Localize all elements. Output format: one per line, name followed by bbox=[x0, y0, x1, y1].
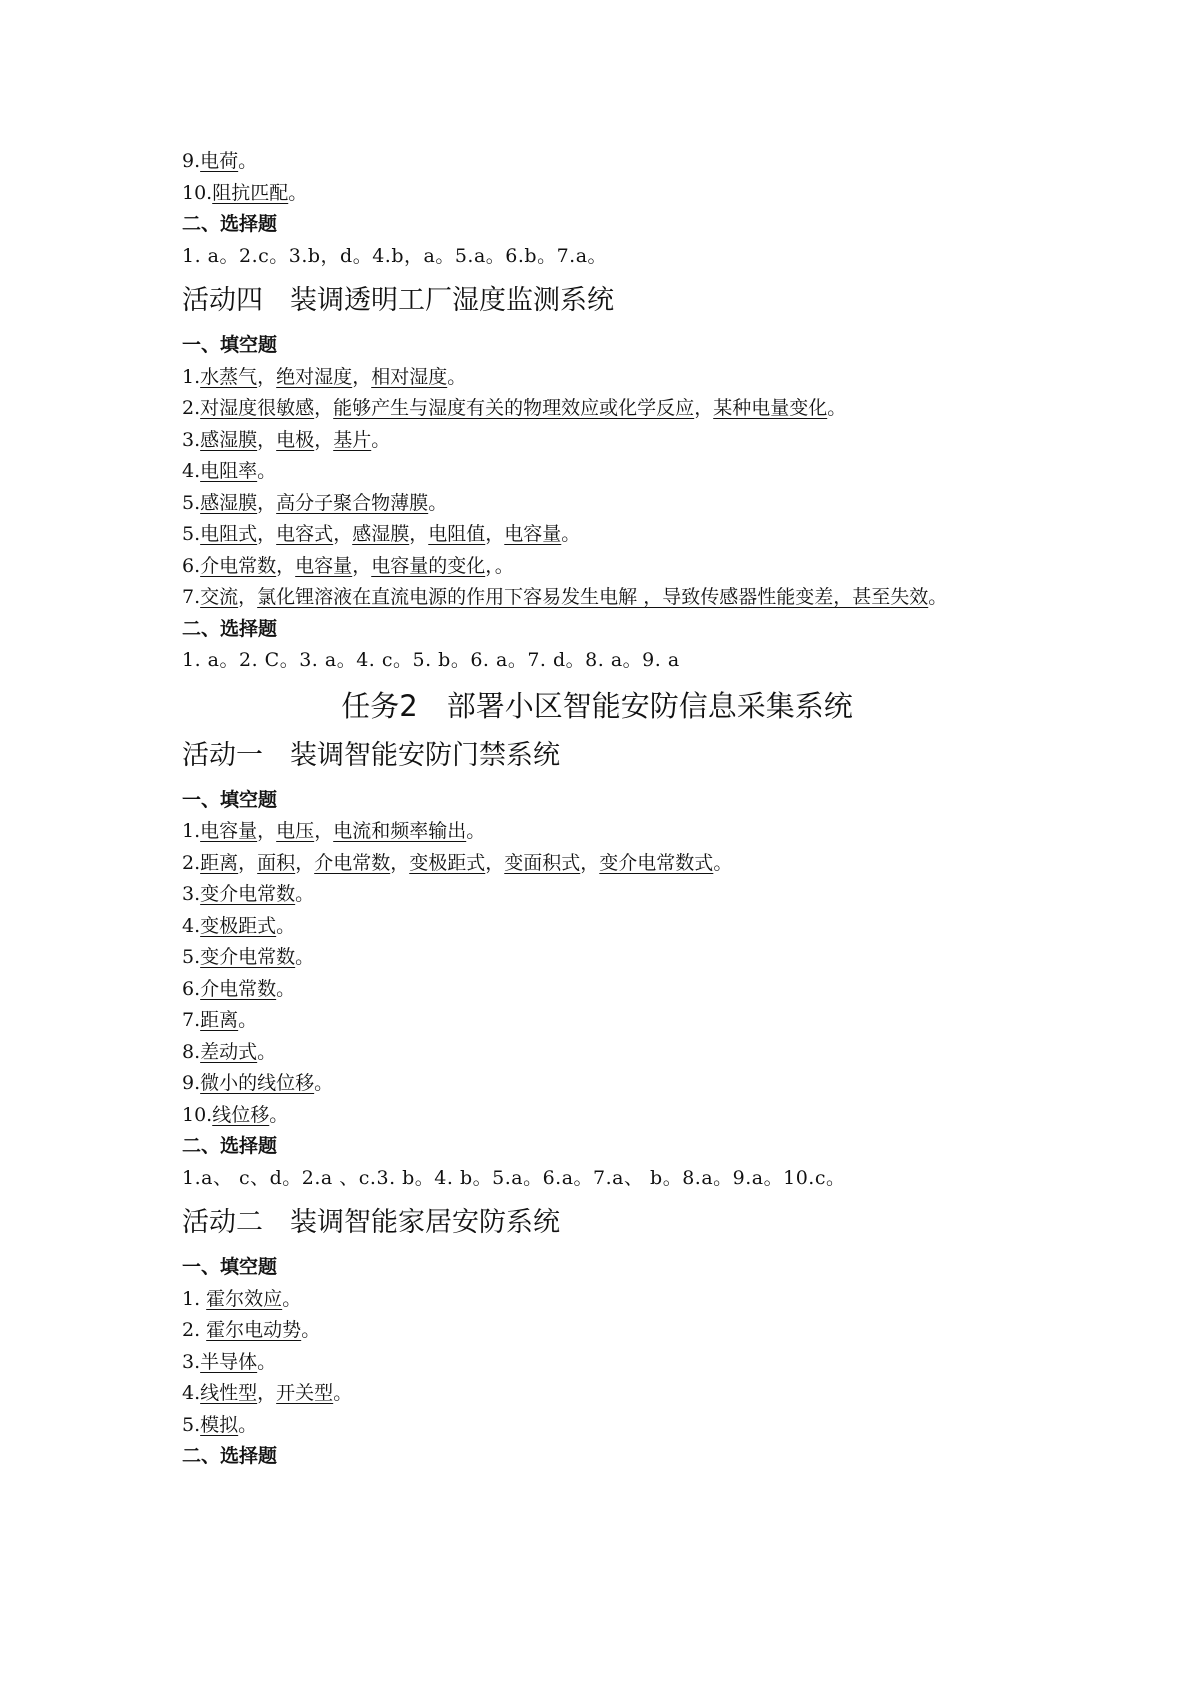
answer-text: 。 bbox=[928, 586, 948, 608]
answer-text: 3. bbox=[182, 428, 201, 451]
answer-blank: 阻抗匹配 bbox=[212, 181, 289, 204]
answer-blank: 线性型 bbox=[200, 1382, 258, 1404]
answer-text: 。 bbox=[238, 150, 258, 172]
answer-text: 。 bbox=[371, 428, 391, 451]
answer-text: ， bbox=[238, 851, 258, 874]
answer-line bbox=[182, 1378, 1012, 1410]
answer-blank: 某种电量变化 bbox=[713, 397, 828, 419]
answer-text: 10. bbox=[182, 1103, 213, 1126]
answer-line bbox=[182, 911, 1012, 943]
answer-blank: 相对湿度 bbox=[371, 365, 448, 388]
answer-text: 。 bbox=[269, 1103, 289, 1126]
answer-text: ， bbox=[314, 428, 334, 451]
answer-blank: 距离 bbox=[200, 851, 239, 874]
answer-text: 5. bbox=[182, 523, 201, 545]
answer-blank: 距离 bbox=[200, 1009, 239, 1031]
activity-heading: 活动一 装调智能安防门禁系统 bbox=[182, 739, 560, 771]
answer-blank: 变面积式 bbox=[504, 851, 581, 874]
answer-blank: 霍尔效应 bbox=[206, 1287, 283, 1310]
answer-line bbox=[182, 1347, 1012, 1379]
answer-blank: 介电常数 bbox=[200, 977, 277, 1000]
choice-heading: 二、选择题 bbox=[182, 1135, 278, 1157]
answer-text: ， bbox=[580, 851, 600, 874]
answer-text: ， bbox=[352, 365, 372, 388]
answer-blank: 电阻值 bbox=[428, 523, 486, 545]
answer-line bbox=[182, 488, 1012, 520]
answer-blank: 霍尔电动势 bbox=[206, 1319, 302, 1341]
answer-text: 。 bbox=[295, 883, 315, 905]
fill-list-activity1 bbox=[182, 816, 1012, 1131]
answer-blank: 交流 bbox=[200, 586, 239, 608]
answer-blank: 差动式 bbox=[200, 1040, 258, 1063]
answer-text: 。 bbox=[288, 181, 308, 204]
fill-heading: 一、填空题 bbox=[182, 1256, 278, 1278]
answer-text: ， bbox=[352, 554, 372, 577]
task-heading: 任务2 部署小区智能安防信息采集系统 bbox=[341, 688, 853, 723]
answer-blank: 电容量的变化 bbox=[371, 554, 486, 577]
answer-text: 6. bbox=[182, 554, 201, 577]
answer-text: 。 bbox=[827, 397, 847, 419]
answer-line bbox=[182, 178, 1012, 210]
answer-text: 。 bbox=[257, 460, 277, 482]
answer-text: 。 bbox=[561, 523, 581, 545]
answer-line bbox=[182, 456, 1012, 488]
answer-blank: 电阻式 bbox=[200, 523, 258, 545]
answer-blank: 对湿度很敏感 bbox=[200, 397, 315, 419]
answer-blank: 高分子聚合物薄膜 bbox=[276, 491, 429, 514]
answer-text: ， bbox=[694, 397, 714, 419]
answer-text: ， bbox=[390, 851, 410, 874]
answer-text: 4. bbox=[182, 460, 201, 482]
answer-text: 。 bbox=[276, 977, 296, 1000]
choice-heading: 二、选择题 bbox=[182, 1445, 278, 1467]
answer-text: 。 bbox=[301, 1319, 321, 1341]
answer-text: 。 bbox=[238, 1413, 258, 1436]
answer-line bbox=[182, 816, 1012, 848]
answer-blank: 变极距式 bbox=[409, 851, 486, 874]
answer-line bbox=[182, 974, 1012, 1006]
answer-text: 。 bbox=[295, 946, 315, 968]
answer-blank: 变介电常数式 bbox=[599, 851, 714, 874]
answer-text: ， bbox=[257, 491, 277, 514]
answer-blank: 线位移 bbox=[212, 1103, 270, 1126]
answer-blank: 电压 bbox=[276, 820, 315, 842]
answer-blank: 微小的线位移 bbox=[200, 1072, 315, 1094]
answer-text: 。 bbox=[428, 491, 448, 514]
answer-text: ， bbox=[333, 523, 353, 545]
fill-list-previous bbox=[182, 146, 1012, 209]
answer-blank: 介电常数 bbox=[314, 851, 391, 874]
answer-text: 9. bbox=[182, 1072, 201, 1094]
answer-text: 9. bbox=[182, 150, 201, 172]
answer-text: 。 bbox=[276, 914, 296, 937]
answer-text: 10. bbox=[182, 181, 213, 204]
answer-line bbox=[182, 1410, 1012, 1442]
answer-text: ， bbox=[238, 586, 258, 608]
answer-blank: 面积 bbox=[257, 851, 296, 874]
answer-line bbox=[182, 1284, 1012, 1316]
answer-line bbox=[182, 393, 1012, 425]
answer-text: 。 bbox=[282, 1287, 302, 1310]
answer-text: 2. bbox=[182, 851, 201, 874]
answer-text: ， bbox=[257, 428, 277, 451]
answer-text: ， bbox=[276, 554, 296, 577]
answer-line bbox=[182, 1068, 1012, 1100]
answer-blank: 能够产生与湿度有关的物理效应或化学反应 bbox=[333, 397, 695, 419]
choice-answers: 1. a。2. C。3. a。4. c。5. b。6. a。7. d。8. a。9. a bbox=[182, 649, 680, 671]
answer-line bbox=[182, 1005, 1012, 1037]
answer-text: 1. bbox=[182, 365, 201, 388]
answer-text: 4. bbox=[182, 914, 201, 937]
answer-text: 。 bbox=[466, 820, 486, 842]
answer-line bbox=[182, 551, 1012, 583]
answer-text: ， bbox=[295, 851, 315, 874]
answer-text: ， bbox=[257, 820, 277, 842]
answer-blank: 变介电常数 bbox=[200, 883, 296, 905]
answer-text: 。 bbox=[447, 365, 467, 388]
answer-blank: 电容量 bbox=[200, 820, 258, 842]
answer-text: 4. bbox=[182, 1382, 201, 1404]
answer-blank: 感湿膜 bbox=[200, 428, 258, 451]
answer-blank: 感湿膜 bbox=[352, 523, 410, 545]
answer-blank: 氯化锂溶液在直流电源的作用下容易发生电解 ，导致传感器性能变差，甚至失效 bbox=[257, 586, 929, 608]
answer-text: 2. bbox=[182, 1319, 207, 1341]
answer-text: 。 bbox=[257, 1040, 277, 1063]
activity-heading: 活动四 装调透明工厂湿度监测系统 bbox=[182, 285, 614, 316]
answer-text: 6. bbox=[182, 977, 201, 1000]
answer-blank: 介电常数 bbox=[200, 554, 277, 577]
answer-text: 5. bbox=[182, 1413, 201, 1436]
answer-text: 。 bbox=[238, 1009, 258, 1031]
answer-text: 3. bbox=[182, 883, 201, 905]
answer-blank: 水蒸气 bbox=[200, 365, 258, 388]
answer-text: 1. bbox=[182, 820, 201, 842]
answer-text: 。 bbox=[257, 1350, 277, 1373]
fill-heading: 一、填空题 bbox=[182, 788, 278, 811]
answer-text: ， bbox=[485, 523, 505, 545]
answer-text: 7. bbox=[182, 1009, 201, 1031]
fill-list-activity4 bbox=[182, 362, 1012, 614]
answer-text: ，。 bbox=[485, 554, 514, 577]
answer-text: 。 bbox=[333, 1382, 353, 1404]
answer-text: ， bbox=[257, 1382, 277, 1404]
answer-blank: 开关型 bbox=[276, 1382, 334, 1404]
answer-text: 2. bbox=[182, 397, 201, 419]
answer-blank: 感湿膜 bbox=[200, 491, 258, 514]
answer-blank: 变极距式 bbox=[200, 914, 277, 937]
answer-line bbox=[182, 879, 1012, 911]
answer-text: 。 bbox=[713, 851, 733, 874]
answer-blank: 绝对湿度 bbox=[276, 365, 353, 388]
answer-blank: 电容式 bbox=[276, 523, 334, 545]
answer-blank: 变介电常数 bbox=[200, 946, 296, 968]
choice-answers: 1.a、 c、d。2.a 、c.3. b。4. b。5.a。6.a。7.a、 b。8.a。9.a。10.c。 bbox=[182, 1166, 846, 1189]
answer-line bbox=[182, 362, 1012, 394]
choice-answers: 1. a。2.c。3.b，d。4.b，a。5.a。6.b。7.a。 bbox=[182, 244, 608, 267]
answer-line bbox=[182, 519, 1012, 551]
fill-list-activity2 bbox=[182, 1284, 1012, 1442]
answer-text: 。 bbox=[314, 1072, 334, 1094]
answer-text: 5. bbox=[182, 491, 201, 514]
answer-text: 3. bbox=[182, 1350, 201, 1373]
fill-heading: 一、填空题 bbox=[182, 334, 278, 356]
activity-heading: 活动二 装调智能家居安防系统 bbox=[182, 1207, 560, 1238]
answer-blank: 模拟 bbox=[200, 1413, 239, 1436]
answer-blank: 电荷 bbox=[200, 150, 239, 172]
answer-text: ， bbox=[314, 820, 334, 842]
choice-heading: 二、选择题 bbox=[182, 213, 278, 235]
answer-blank: 半导体 bbox=[200, 1350, 258, 1373]
answer-blank: 电容量 bbox=[295, 554, 353, 577]
answer-line bbox=[182, 146, 1012, 178]
answer-text: ， bbox=[257, 365, 277, 388]
answer-blank: 基片 bbox=[333, 428, 372, 451]
answer-line bbox=[182, 942, 1012, 974]
answer-line bbox=[182, 1037, 1012, 1069]
answer-line bbox=[182, 1315, 1012, 1347]
answer-text: ， bbox=[314, 397, 334, 419]
answer-line bbox=[182, 425, 1012, 457]
answer-line bbox=[182, 848, 1012, 880]
answer-line bbox=[182, 1100, 1012, 1132]
answer-text: 1. bbox=[182, 1287, 207, 1310]
answer-text: ， bbox=[257, 523, 277, 545]
answer-text: 5. bbox=[182, 946, 201, 968]
answer-blank: 电流和频率输出 bbox=[333, 820, 467, 842]
answer-blank: 电容量 bbox=[504, 523, 562, 545]
page-content bbox=[182, 146, 1012, 1473]
answer-blank: 电极 bbox=[276, 428, 315, 451]
choice-heading: 二、选择题 bbox=[182, 617, 278, 640]
answer-text: ， bbox=[409, 523, 429, 545]
answer-text: 8. bbox=[182, 1040, 201, 1063]
answer-line bbox=[182, 582, 1012, 614]
answer-text: 7. bbox=[182, 586, 201, 608]
answer-text: ， bbox=[485, 851, 505, 874]
answer-blank: 电阻率 bbox=[200, 460, 258, 482]
